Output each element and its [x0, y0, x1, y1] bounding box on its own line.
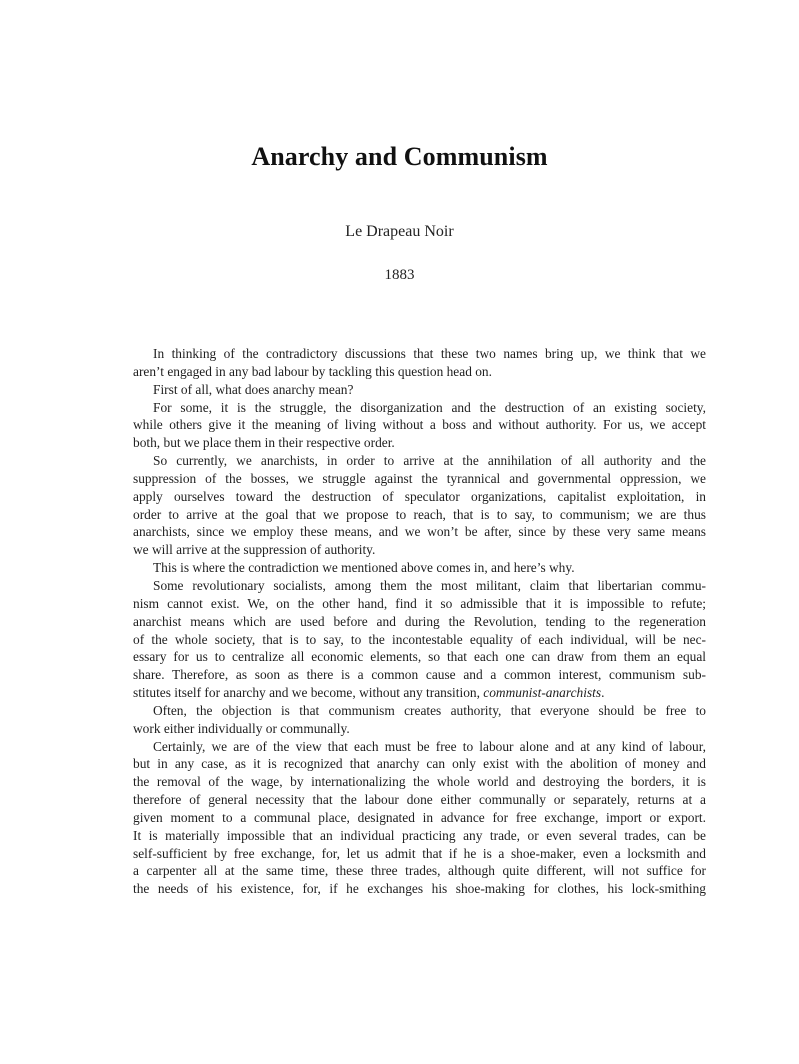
text-line: we will arrive at the suppression of authority.: [133, 542, 376, 558]
paragraph: [133, 702, 706, 738]
paragraph: [133, 399, 706, 453]
paragraph: [133, 452, 706, 559]
text-line: of the whole society, that is to say, to the incontestable equality of each individual, will be nec-: [133, 631, 706, 647]
paragraph: [133, 559, 706, 577]
text-line: anarchist means which are used before and during the Revolution, tending to the regeneration: [133, 613, 706, 629]
text-line: It is materially impossible that an individual practicing any trade, or even several trades, can be: [133, 827, 706, 843]
text-line: share. Therefore, as soon as there is a common cause and a common interest, communism sub-: [133, 667, 706, 683]
text-line: a carpenter all at the same time, these three trades, although quite different, will not suffice for: [133, 863, 706, 879]
text-line: stitutes itself for anarchy and we become, without any transition, communist-anarchists.: [133, 685, 605, 701]
text-line: Certainly, we are of the view that each must be free to labour alone and at any kind of labour,: [153, 738, 706, 754]
text-line: the needs of his existence, for, if he exchanges his shoe-making for clothes, his lock-smithing: [133, 881, 706, 897]
text-line: therefore of general necessity that the labour done either communally or separately, returns at a: [133, 792, 706, 808]
emphasized-term: communist-anarchists: [483, 685, 602, 701]
paragraph: [133, 577, 706, 702]
text-line: Some revolutionary socialists, among them the most militant, claim that libertarian commu-: [153, 577, 706, 593]
text-line: apply ourselves toward the destruction of speculator organizations, capitalist exploitation, in: [133, 488, 706, 504]
document-title: Anarchy and Communism: [251, 142, 548, 171]
paragraph: [133, 381, 706, 399]
document-author: Le Drapeau Noir: [345, 223, 454, 240]
text-line: given moment to a communal place, designated in advance for free exchange, import or export.: [133, 809, 706, 825]
paragraph: [133, 738, 706, 899]
text-line: This is where the contradiction we mentioned above comes in, and here’s why.: [153, 560, 575, 576]
punctuation: .: [601, 685, 605, 701]
text-line: suppression of the bosses, we struggle against the tyrannical and governmental oppression, we: [133, 470, 706, 486]
text-line: while others give it the meaning of living without a boss and without authority. For us, we accept: [133, 417, 706, 433]
text-line: So currently, we anarchists, in order to arrive at the annihilation of all authority and the: [153, 453, 706, 469]
paragraph: [133, 345, 706, 381]
text-line: First of all, what does anarchy mean?: [153, 381, 354, 397]
text-line: order to arrive at the goal that we propose to reach, that is to say, to communism; we are thus: [133, 506, 706, 522]
text-line: nism cannot exist. We, on the other hand, find it so admissible that it is impossible to refute;: [133, 595, 706, 611]
text-line: aren’t engaged in any bad labour by tackling this question head on.: [133, 363, 492, 379]
text-line: In thinking of the contradictory discussions that these two names bring up, we think that we: [153, 346, 706, 361]
document-body: [133, 345, 706, 898]
text-line: essary for us to centralize all economic elements, so that each one can draw from them an equal: [133, 649, 706, 665]
text-line: anarchists, since we employ these means, and we won’t be after, since by these very same means: [133, 524, 706, 540]
text-line: both, but we place them in their respective order.: [133, 435, 395, 451]
text-line: self-sufficient by free exchange, for, let us admit that if he is a shoe-maker, even a locksmith and: [133, 845, 706, 861]
text-line: For some, it is the struggle, the disorganization and the destruction of an existing society,: [153, 399, 706, 415]
text-line: the removal of the wage, by internationalizing the whole world and destroying the borders, it is: [133, 774, 706, 790]
document-date: 1883: [384, 267, 415, 283]
text-line: but in any case, as it is recognized that anarchy can only exist with the abolition of money and: [133, 756, 706, 772]
text-line: work either individually or communally.: [133, 720, 350, 736]
text-line: Often, the objection is that communism creates authority, that everyone should be free to: [153, 702, 706, 718]
